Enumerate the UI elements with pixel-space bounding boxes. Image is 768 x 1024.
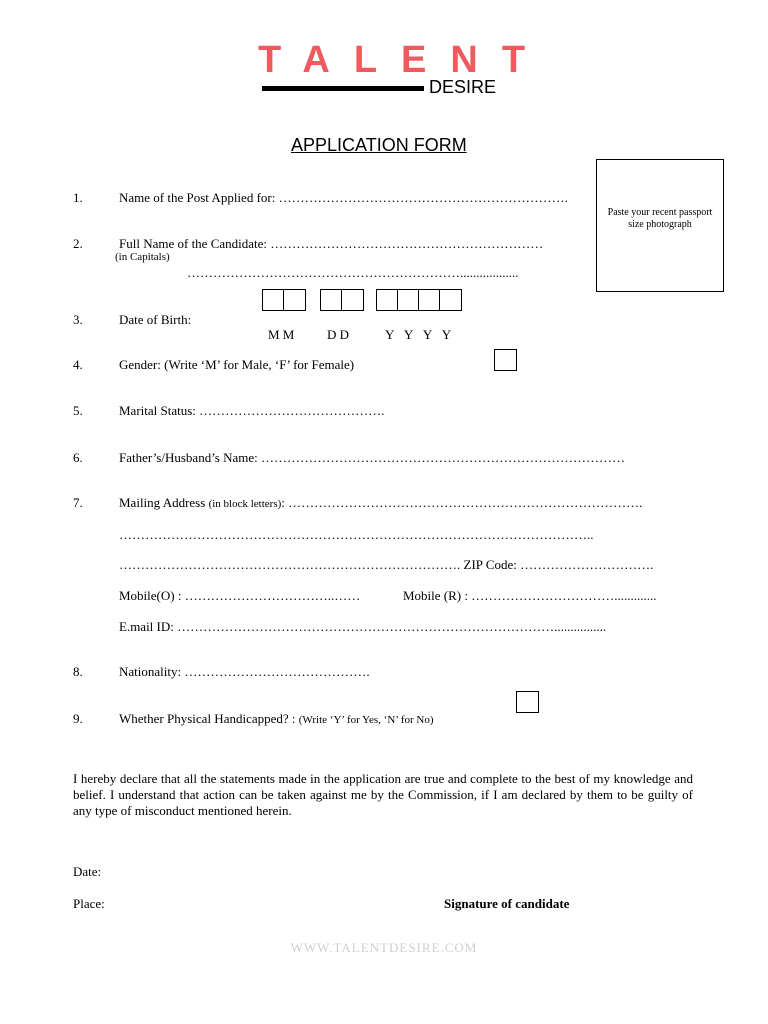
- dob-day-boxes[interactable]: [320, 289, 364, 311]
- field-7-row: [119, 495, 642, 511]
- gender-label: Gender: (Write ‘M’ for Male, ‘F’ for Female): [119, 357, 355, 372]
- field-9-number: 9.: [73, 711, 83, 726]
- field-6-row: [119, 450, 625, 466]
- father-husband-name-label: Father’s/Husband’s Name:: [119, 450, 262, 465]
- dob-label: Date of Birth:: [119, 312, 192, 327]
- post-applied-field[interactable]: ………………………………………………………….: [278, 190, 568, 205]
- dob-month-boxes[interactable]: [262, 289, 306, 311]
- email-field[interactable]: E.mail ID: ……………………………………………………………………………................: [119, 619, 607, 634]
- post-applied-label: Name of the Post Applied for:: [119, 190, 279, 205]
- father-husband-name-field[interactable]: …………………………………………………………………………: [261, 450, 626, 465]
- marital-status-label: Marital Status:: [119, 403, 200, 418]
- full-name-label: Full Name of the Candidate:: [119, 236, 271, 251]
- mailing-address-label: Mailing Address: [119, 495, 209, 510]
- dob-year-boxes[interactable]: [376, 289, 462, 311]
- mobile-office-field[interactable]: Mobile(O) : ……………………………..……: [119, 588, 361, 603]
- field-8-number: 8.: [73, 664, 83, 679]
- field-1-number: 1.: [73, 190, 83, 205]
- full-name-field[interactable]: ………………………………………………………: [270, 236, 544, 251]
- footer-website: WWW.TALENTDESIRE.COM: [290, 940, 478, 955]
- brand-logo-bar: [262, 86, 424, 91]
- nationality-field[interactable]: …………………………………….: [184, 664, 370, 679]
- brand-logo-talent: TALENT: [258, 39, 550, 81]
- full-name-note: (in Capitals): [115, 251, 170, 263]
- field-4-number: 4.: [73, 357, 83, 372]
- dob-year-label: Y Y Y Y: [385, 327, 452, 342]
- date-label: Date:: [73, 864, 102, 879]
- signature-label: Signature of candidate: [444, 896, 570, 911]
- field-1-row: [119, 190, 568, 206]
- marital-status-field[interactable]: …………………………………….: [199, 403, 385, 418]
- place-label: Place:: [73, 896, 105, 911]
- declaration-text: I hereby declare that all the statements made in the application are true and complete to the best of my knowledge and belief. I understand that action can be taken against me by the Commission, if I am declared by them to be guilty of any type of misconduct mentioned herein.: [73, 771, 693, 818]
- full-name-field-line2[interactable]: ………………………………………………………..................: [187, 265, 519, 280]
- photo-box-instruction: Paste your recent passport size photograph: [607, 207, 713, 230]
- field-2-row: [119, 236, 543, 252]
- mailing-address-line3-zip[interactable]: ……………………………………………………………………. ZIP Code: ………………………….: [119, 557, 654, 572]
- form-title: APPLICATION FORM: [291, 135, 467, 155]
- field-6-number: 6.: [73, 450, 83, 465]
- handicapped-label: Whether Physical Handicapped? :: [119, 711, 299, 726]
- field-5-number: 5.: [73, 403, 83, 418]
- nationality-label: Nationality:: [119, 664, 185, 679]
- mailing-address-colon: :: [281, 495, 285, 510]
- field-8-row: [119, 664, 370, 680]
- mailing-address-note: (in block letters): [208, 498, 282, 510]
- brand-logo-desire: DESIRE: [429, 77, 497, 97]
- photo-box: [596, 159, 724, 292]
- field-9-row: [119, 711, 434, 727]
- dob-day-label: D D: [327, 327, 350, 342]
- gender-box[interactable]: [494, 349, 517, 371]
- handicapped-box[interactable]: [516, 691, 539, 713]
- handicapped-note: (Write ‘Y’ for Yes, ‘N’ for No): [298, 714, 434, 726]
- mailing-address-field[interactable]: ……………………………………………………………………….: [284, 495, 643, 510]
- field-7-number: 7.: [73, 495, 83, 510]
- field-5-row: [119, 403, 384, 419]
- mailing-address-line2[interactable]: ………………………………………………………………………………………………..: [119, 527, 594, 542]
- dob-month-label: M M: [268, 327, 295, 342]
- field-2-number: 2.: [73, 236, 83, 251]
- mobile-residence-field[interactable]: Mobile (R) : …………………………….............: [403, 588, 657, 603]
- field-3-number: 3.: [73, 312, 83, 327]
